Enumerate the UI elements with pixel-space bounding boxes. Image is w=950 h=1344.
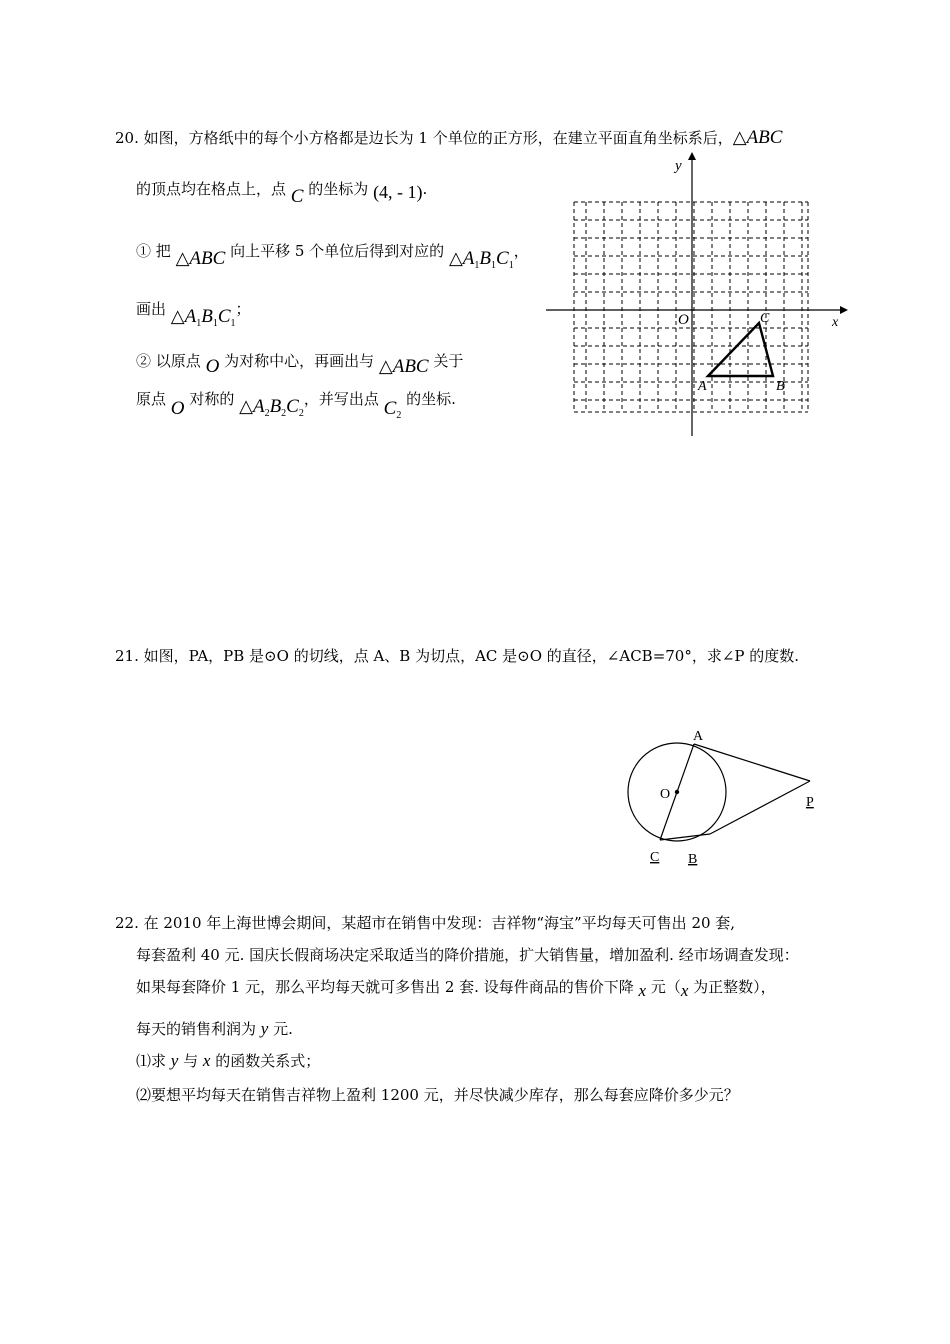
q22-sub2: ⑵要想平均每天在销售吉祥物上盈利 1200 元，并尽快减少库存，那么每套应降价多少元？	[136, 1086, 739, 1104]
chord-cb	[660, 834, 710, 840]
label-c: C	[650, 850, 660, 865]
q20-line2: 的顶点均在格点上，点 C 的坐标为 (4, - 1).	[136, 180, 428, 207]
tangent-pb	[710, 781, 810, 834]
q20-part2-b: 原点 O 对称的 $\triangle A_2B_2C_2$，并写出点 $C_2$ 的坐标.	[136, 390, 456, 421]
label-o: O	[660, 787, 671, 802]
point-b-label: B	[776, 379, 785, 394]
axes	[546, 158, 840, 436]
q20-part1: ① 把 △ABC 向上平移 5 个单位后得到对应的 $\triangle A_1B_1C_1$，	[136, 242, 529, 271]
q22-line3: 如果每套降价 1 元，那么平均每天就可多售出 2 套. 设每件商品的售价下降 x 元（x 为正整数），	[136, 978, 776, 1000]
x-axis-label: x	[832, 315, 839, 330]
triangle-abc	[708, 323, 773, 376]
y-axis-label: y	[675, 158, 682, 174]
center-dot	[675, 790, 679, 794]
label-b: B	[688, 852, 698, 867]
grid-lines	[574, 202, 808, 412]
y-axis-arrow	[688, 152, 696, 160]
label-a: A	[693, 729, 704, 744]
q20-part1-draw: 画出 $\triangle A_1B_1C_1$；	[136, 300, 251, 329]
q22-line2: 每套盈利 40 元. 国庆长假商场决定采取适当的降价措施，扩大销售量，增加盈利. 经市场调查发现：	[136, 946, 799, 964]
label-p: P	[806, 795, 814, 810]
circle-tangent-figure	[610, 720, 830, 875]
q21-text: 21. 如图，PA，PB 是⊙O 的切线，点 A、B 为切点，AC 是⊙O 的直径，∠ACB=70°，求∠P 的度数.	[115, 647, 800, 665]
tangent-pa	[694, 744, 810, 781]
q20-part2: ② 以原点 O 为对称中心，再画出与 △ABC 关于	[136, 352, 464, 377]
q22-line4: 每天的销售利润为 y 元.	[136, 1019, 293, 1038]
x-axis-arrow	[840, 306, 848, 314]
point-c-label: C	[760, 311, 770, 326]
origin-label: O	[678, 312, 689, 328]
q20-line1: 20. 如图，方格纸中的每个小方格都是边长为 1 个单位的正方形，在建立平面直角坐标系后，△ABC	[115, 127, 783, 148]
q22-sub1: ⑴求 y 与 x 的函数关系式；	[136, 1051, 321, 1070]
point-a-label: A	[698, 379, 707, 394]
coordinate-grid-figure	[540, 150, 850, 445]
q22-line1: 22. 在 2010 年上海世博会期间，某超市在销售中发现：吉祥物“海宝”平均每天可售出 20 套,	[115, 914, 736, 932]
